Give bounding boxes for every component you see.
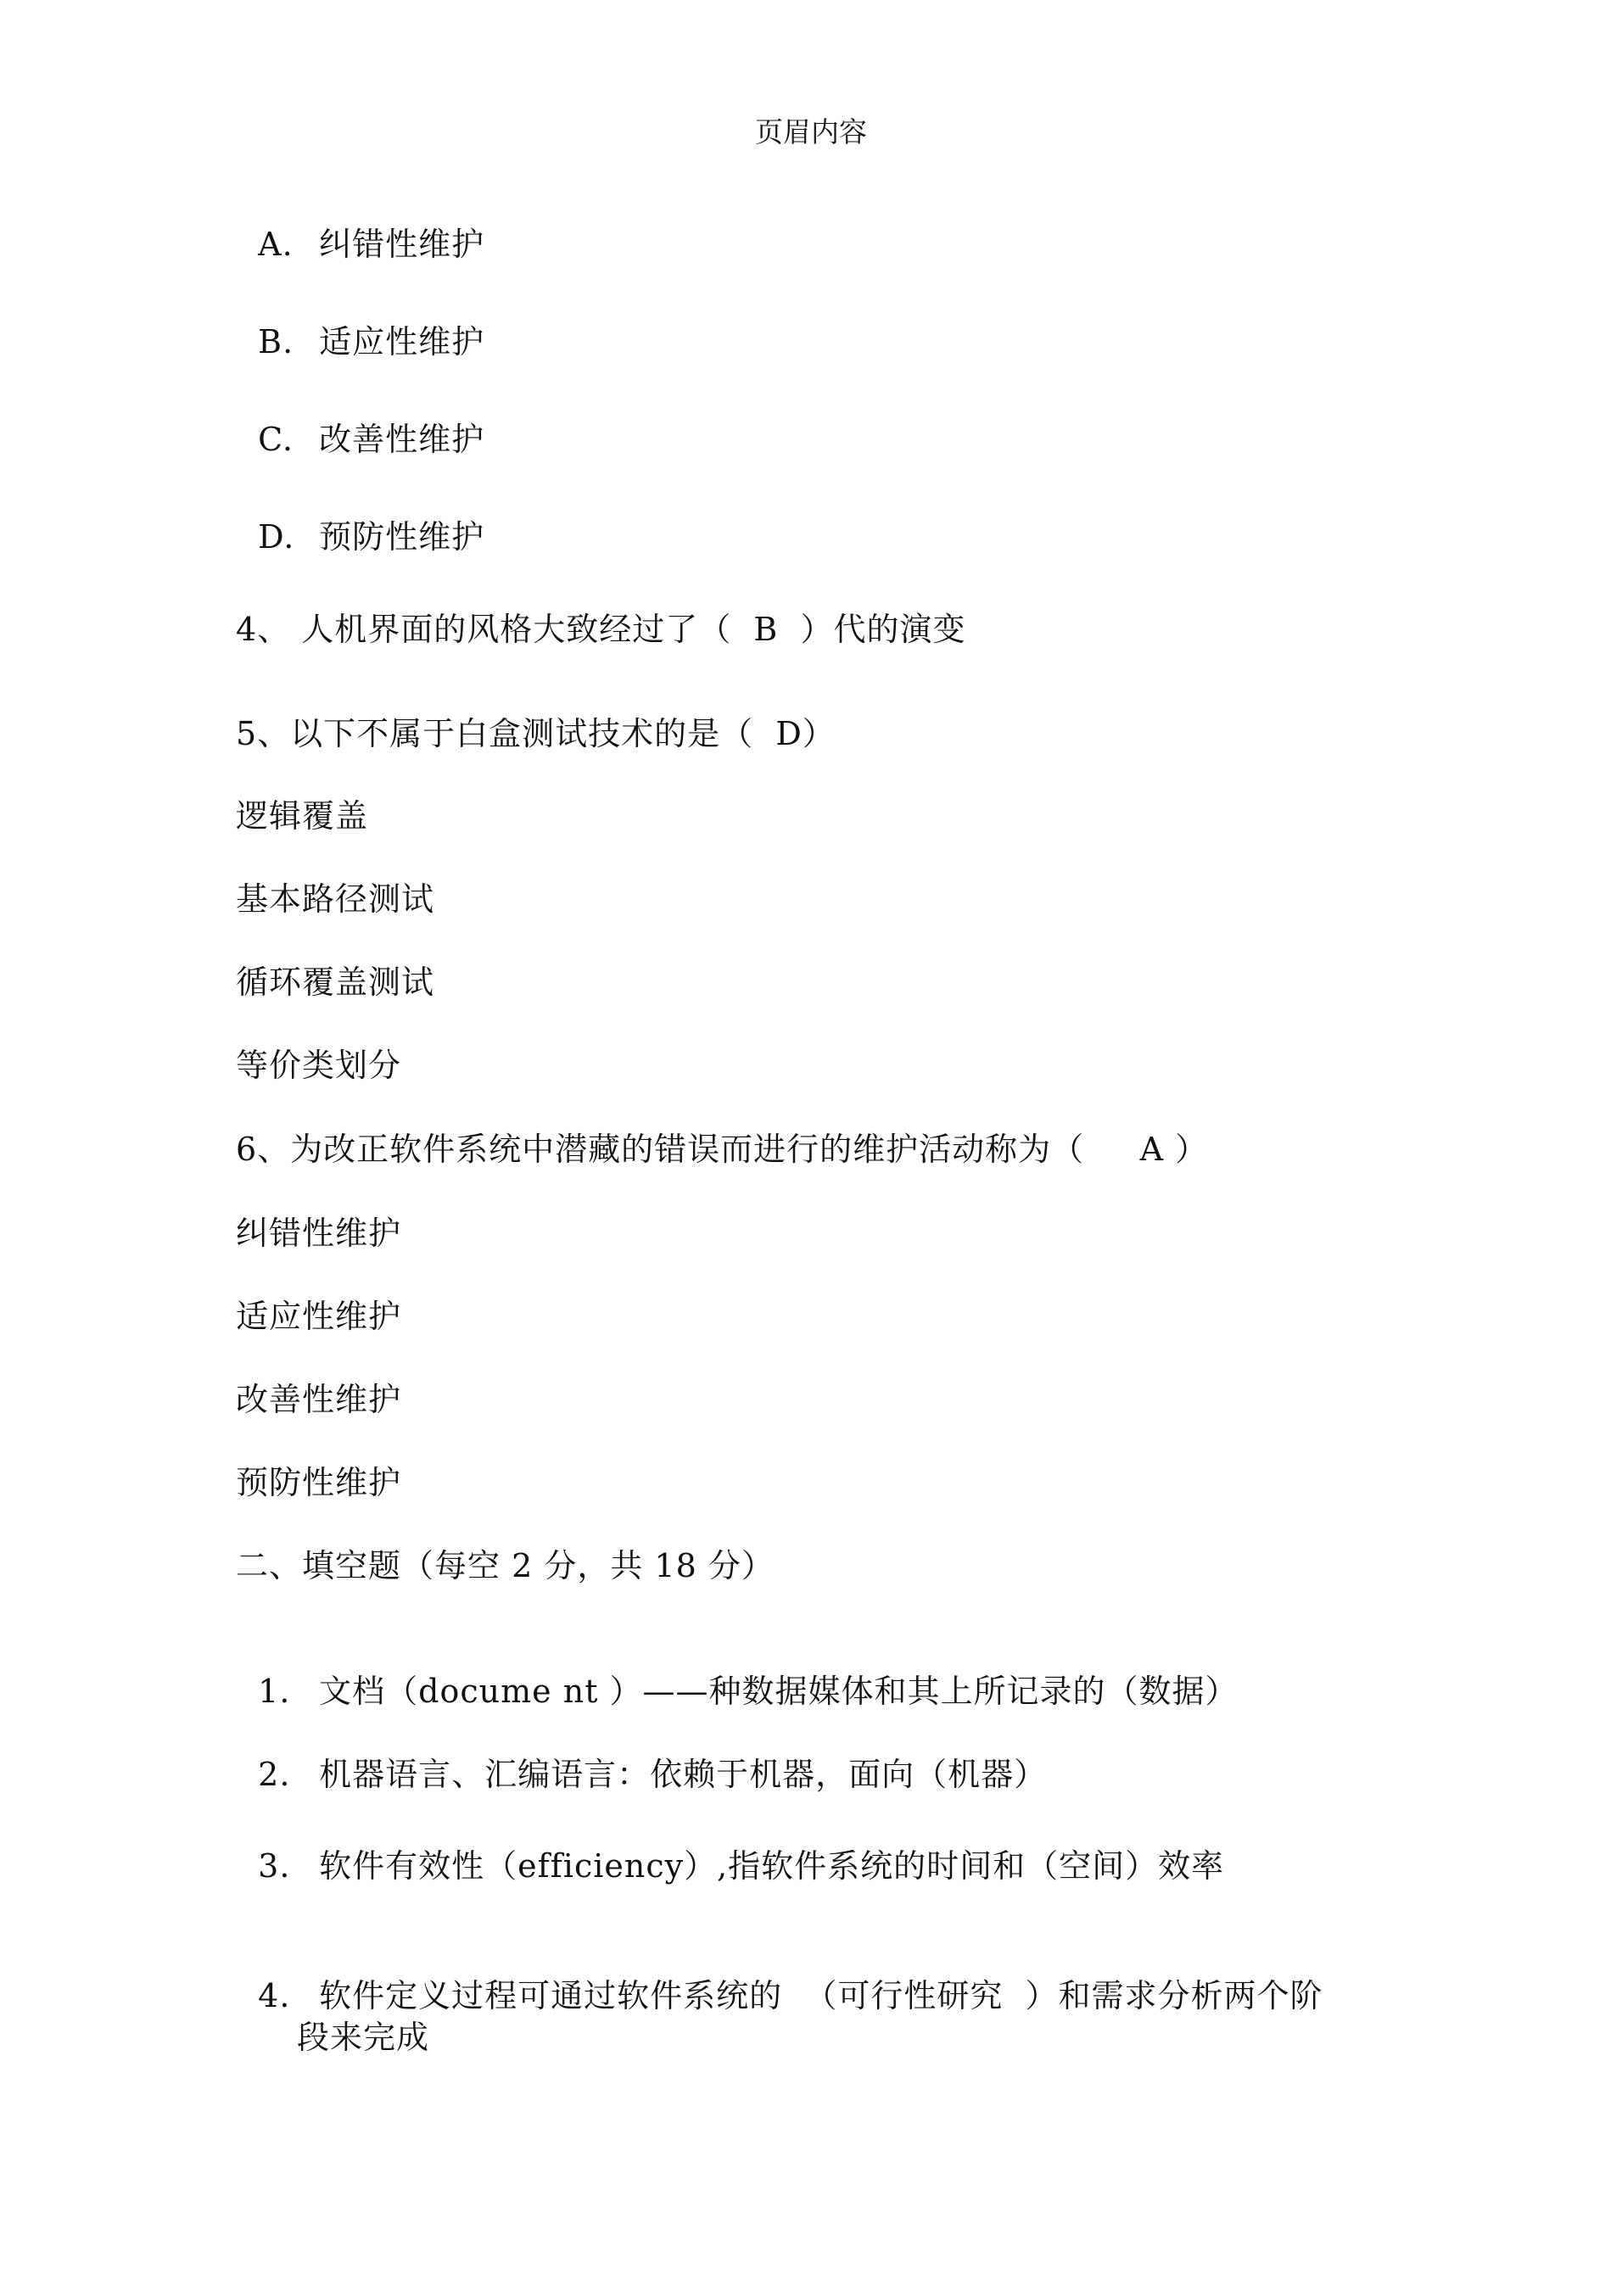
q5-option: 基本路径测试 <box>236 880 435 918</box>
q3-option-d <box>236 476 484 557</box>
q5-option: 等价类划分 <box>236 1047 402 1084</box>
question-4: 4、 人机界面的风格大致经过了（ B ）代的演变 <box>236 611 966 648</box>
item-marker: 4. <box>258 1977 291 2014</box>
item-marker: 2. <box>258 1756 291 1793</box>
q3-option-a <box>236 183 484 265</box>
item-marker: 3. <box>258 1847 291 1885</box>
fill-item-1 <box>236 1630 1239 1712</box>
q3-option-b <box>236 281 484 362</box>
q5-option: 逻辑覆盖 <box>236 797 369 835</box>
question-6: 6、为改正软件系统中潜藏的错误而进行的维护活动称为（ A ） <box>236 1131 1209 1168</box>
page-header: 页眉内容 <box>755 115 867 148</box>
fill-item-3 <box>236 1805 1224 1886</box>
option-text: 预防性维护 <box>319 518 485 556</box>
item-text: 机器语言、汇编语言：依赖于机器，面向（机器） <box>319 1756 1048 1793</box>
option-marker: B. <box>258 323 294 360</box>
item-text: 文档（docume nt ）——种数据媒体和其上所记录的（数据） <box>319 1673 1239 1710</box>
fill-item-4-continuation: 段来完成 <box>297 2019 430 2056</box>
section-2-title: 二、填空题（每空 2 分，共 18 分） <box>236 1547 775 1584</box>
q3-option-c <box>236 378 484 460</box>
item-text: 软件有效性（efficiency）,指软件系统的时间和（空间）效率 <box>319 1847 1225 1885</box>
option-text: 适应性维护 <box>319 323 485 360</box>
option-marker: A. <box>258 226 294 263</box>
item-marker: 1. <box>258 1673 291 1710</box>
q6-option: 改善性维护 <box>236 1381 402 1418</box>
q5-option: 循环覆盖测试 <box>236 964 435 1001</box>
q6-option: 预防性维护 <box>236 1464 402 1501</box>
item-text: 软件定义过程可通过软件系统的 （可行性研究 ）和需求分析两个阶 <box>319 1977 1323 2014</box>
q6-option: 纠错性维护 <box>236 1215 402 1252</box>
fill-item-2 <box>236 1713 1047 1795</box>
option-text: 纠错性维护 <box>319 226 485 263</box>
q6-option: 适应性维护 <box>236 1298 402 1335</box>
question-5: 5、以下不属于白盒测试技术的是（ D） <box>236 715 836 752</box>
fill-item-4 <box>236 1935 1323 2016</box>
option-marker: D. <box>258 518 295 556</box>
option-text: 改善性维护 <box>319 421 485 458</box>
option-marker: C. <box>258 421 294 458</box>
